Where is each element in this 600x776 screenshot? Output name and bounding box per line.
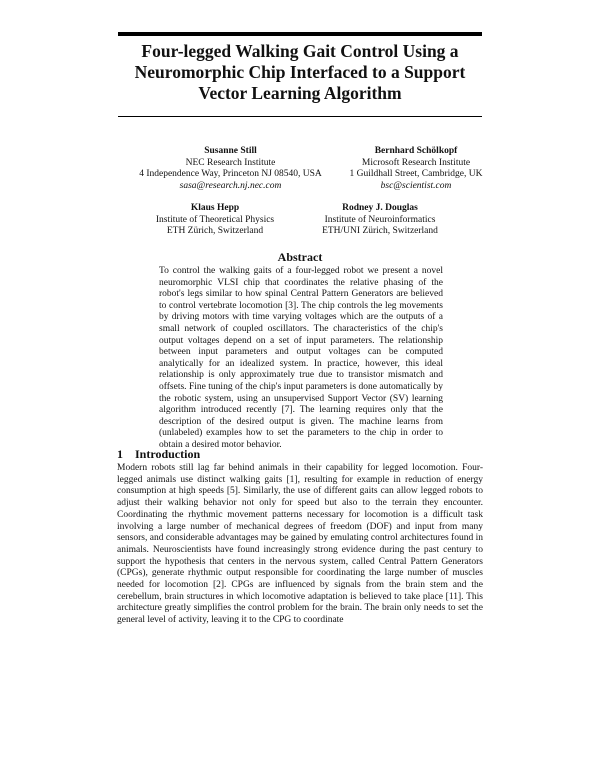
author-block xyxy=(118,146,343,192)
author-affiliation: Institute of Neuroinformatics xyxy=(324,214,436,225)
author-block xyxy=(300,203,460,238)
author-address: ETH Zürich, Switzerland xyxy=(166,226,264,236)
author-block xyxy=(140,203,290,238)
author-name: Bernhard Schölkopf xyxy=(374,146,458,156)
author-block xyxy=(330,146,502,192)
section-heading xyxy=(117,447,200,462)
section-body-text: Modern robots still lag far behind animals in their capability for legged locomotion. Four-legged animals use distinct walking gaits [1], resulting for example in reduction of energy consumption at high speeds [5]. Similarly, the use of different gaits can allow legged robots to adjust their walking behavior not only for speed but also to the terrain they encounter. Coordinating the rhythmic movement patterns necessary for locomotion is a difficult task involving a large number of mechanical degrees of freedom (DOF) and input from many sensors, and considerable advantages may be gained by emulating control architectures found in animals. Neuroscientists have found increasingly strong evidence during the past century to support the hypothesis that centers in the nervous system, called Central Pattern Generators (CPGs), generate rhythmic output responsible for coordinating the large number of muscles needed for locomotion [2]. CPGs are influenced by signals from the brain stem and the cerebellum, brain structures in which locomotive adaptation is believed to take place [11]. This architecture greatly simplifies the control problem for the brain. The brain only needs to set the general level of activity, leaving it to the CPG to coordinate xyxy=(117,463,483,626)
author-email: bsc@scientist.com xyxy=(380,180,452,191)
title-bottom-rule xyxy=(118,116,482,117)
author-name: Susanne Still xyxy=(204,146,257,156)
section-number: 1 xyxy=(117,447,123,461)
section-title: Introduction xyxy=(135,447,201,461)
author-address: ETH/UNI Zürich, Switzerland xyxy=(322,226,438,236)
author-address: 4 Independence Way, Princeton NJ 08540, USA xyxy=(139,169,322,179)
abstract-text: To control the walking gaits of a four-legged robot we present a novel neuromorphic VLSI chip that coordinates the relative phasing of the robot's legs similar to how spinal Central Pattern Generators are believed to control vertebrate locomotion [3]. The chip controls the leg movements by driving motors with time varying voltages which are the outputs of a small network of coupled oscillators. The characteristics of the chip's output voltages depend on a set of input parameters. The relationship between input parameters and output voltages can be computed analytically for an idealized system. In practice, however, this ideal relationship is only approximately true due to transistor mismatch and offsets. Fine tuning of the chip's input parameters is done automatically by the robotic system, using an unsupervised Support Vector (SV) learning algorithm introduced recently [7]. The learning requires only that the description of the desired output is given. The machine learns from (unlabeled) examples how to set the parameters to the chip in order to obtain a desired motor behavior. xyxy=(159,266,443,450)
author-email: sasa@research.nj.nec.com xyxy=(179,180,282,191)
author-address: 1 Guildhall Street, Cambridge, UK xyxy=(349,169,483,179)
author-affiliation: Microsoft Research Institute xyxy=(361,157,471,168)
title-top-rule xyxy=(118,32,482,36)
author-name: Klaus Hepp xyxy=(190,203,240,213)
author-affiliation: Institute of Theoretical Physics xyxy=(155,214,275,225)
author-name: Rodney J. Douglas xyxy=(342,203,418,213)
abstract-heading: Abstract xyxy=(277,250,323,264)
author-affiliation: NEC Research Institute xyxy=(185,157,276,168)
paper-title: Four-legged Walking Gait Control Using a Neuromorphic Chip Interfaced to a Support Vector Learning Algorithm xyxy=(134,41,466,103)
